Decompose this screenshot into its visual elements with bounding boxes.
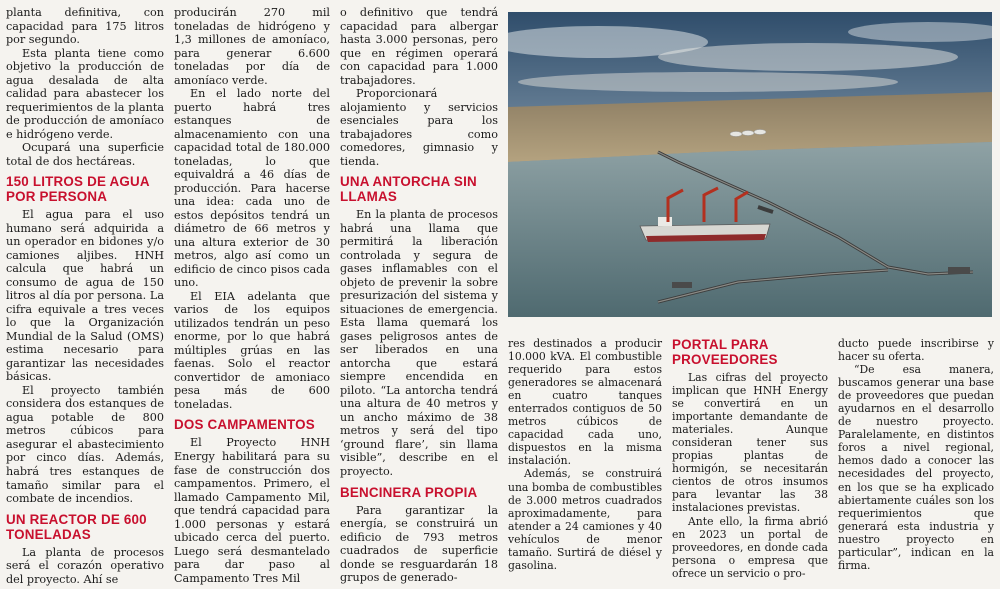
- paragraph: Además, se construirá una bomba de combustibles de 3.000 metros cuadrados aproximadamente, para atender a 24 camiones y 40 vehículos de menor tamaño. Surtirá de diésel y gasolina.: [508, 467, 662, 572]
- paragraph: producirán 270 mil toneladas de hidrógeno y 1,3 millones de amoníaco, para generar 6.600 toneladas por día de amoníaco verde.: [174, 6, 330, 87]
- paragraph: Esta planta tiene como objetivo la producción de agua desalada de alta calidad para abastecer los requerimientos de la planta de producción de amoníaco e hidrógeno verde.: [6, 46, 164, 141]
- paragraph: El proyecto también considera dos estanques de agua potable de 800 metros cúbicos para asegurar el abastecimiento por cinco días. Además, habrá tres estanques de tamaño similar para el combate de incendios.: [6, 383, 164, 506]
- paragraph: Ante ello, la firma abrió en 2023 un portal de proveedores, en donde cada persona o empresa que ofrece un servicio o pro-: [672, 514, 828, 580]
- paragraph: El agua para el uso humano será adquirida a un operador en bidones y/o camiones aljibes. HNH calcula que habrá un consumo de agua de 150 litros al día por persona. La cifra equivale a tres veces lo que la Organización Mundial de la Salud (OMS) estima necesario para garantizar las necesidades básicas.: [6, 208, 164, 384]
- paragraph: res destinados a producir 10.000 kVA. El combustible requerido para estos generadores se almacenará en cuatro tanques enterrados contiguos de 50 metros cúbicos de capacidad cada uno, dispuestos en la misma instalación.: [508, 337, 662, 468]
- paragraph: En el lado norte del puerto habrá tres estanques de almacenamiento con una capacidad total de 180.000 toneladas, lo que equivaldrá a 46 días de producción. Para hacerse una idea: cada uno de estos depósitos tendrá un diámetro de 66 metros y una altura exterior de 30 metros, algo así como un edificio de cinco pisos cada uno.: [174, 87, 330, 290]
- paragraph: La planta de procesos será el corazón operativo del proyecto. Ahí se: [6, 545, 164, 586]
- paragraph: Ocupará una superficie total de dos hectáreas.: [6, 141, 164, 168]
- paragraph: o definitivo que tendrá capacidad para albergar hasta 3.000 personas, pero que en régimen operará con capacidad para 1.000 trabajadores.: [340, 6, 498, 87]
- article-column-3: [340, 6, 498, 585]
- article-column-6: [838, 337, 994, 572]
- subheading-gas-station: BENCINERA PROPIA: [340, 484, 478, 500]
- article-column-1: [6, 6, 164, 586]
- paragraph: Proporcionará alojamiento y servicios esenciales para los trabajadores como comedores, gimnasio y tienda.: [340, 87, 498, 168]
- article-column-2: [174, 6, 330, 585]
- subheading-portal: PORTAL PARA PROVEEDORES: [672, 337, 778, 367]
- port-render-image: [508, 12, 992, 317]
- paragraph: planta definitiva, con capacidad para 175 litros por segundo.: [6, 6, 164, 47]
- paragraph: El EIA adelanta que varios de los equipos utilizados tendrán un peso enorme, por lo que habrá múltiples grúas en las faenas. Solo el reactor convertidor de amoniaco pesa más de 600 toneladas.: [174, 289, 330, 411]
- paragraph: Para garantizar la energía, se construirá un edificio de 793 metros cuadrados de superficie donde se resguardarán 18 grupos de generado-: [340, 503, 498, 585]
- paragraph: Las cifras del proyecto implican que HNH Energy se convertirá en un importante demandante de materiales. Aunque consideran tener sus propias plantas de hormigón, se necesitarán cientos de otros insumos para levantar las 38 instalaciones previstas.: [672, 371, 828, 515]
- paragraph: ducto puede inscribirse y hacer su oferta.: [838, 337, 994, 364]
- subheading-reactor: UN REACTOR DE 600 TONELADAS: [6, 511, 147, 542]
- article-column-5: [672, 337, 828, 580]
- subheading-torch: UNA ANTORCHA SIN LLAMAS: [340, 174, 477, 205]
- subheading-camps: DOS CAMPAMENTOS: [174, 417, 315, 433]
- paragraph: En la planta de procesos habrá una llama que permitirá la liberación controlada y segura de gases inflamables con el objeto de prevenir la sobre presurización del sistema y situaciones de emergencia. Esta llama quemará los gases peligrosos antes de ser liberados en una antorcha que estará siempre encendida en piloto. “La antorcha tendrá una altura de 40 metros y un ancho máximo de 38 metros y será del tipo ‘ground flare’, sin llama visible”, describe en el proyecto.: [340, 208, 498, 478]
- paragraph: “De esa manera, buscamos generar una base de proveedores que puedan ayudarnos en el desarrollo de nuestro proyecto. Paralelamente, en distintos foros a nivel regional, hemos dado a conocer las necesidades del proyecto, en los que se ha explicado abiertamente cuáles son los requerimientos que generará esta industria y nuestro proyecto en particular”, indican en la firma.: [838, 363, 994, 572]
- subheading-water: 150 LITROS DE AGUA POR PERSONA: [6, 174, 150, 205]
- paragraph: El Proyecto HNH Energy habilitará para su fase de construcción dos campamentos. Primero, el llamado Campamento Mil, que tendrá capacidad para 1.000 personas y estará ubicado cerca del puerto. Luego será desmantelado para dar paso al Campamento Tres Mil: [174, 436, 330, 585]
- port-aerial-illustration: [508, 12, 992, 317]
- article-column-4: [508, 337, 662, 572]
